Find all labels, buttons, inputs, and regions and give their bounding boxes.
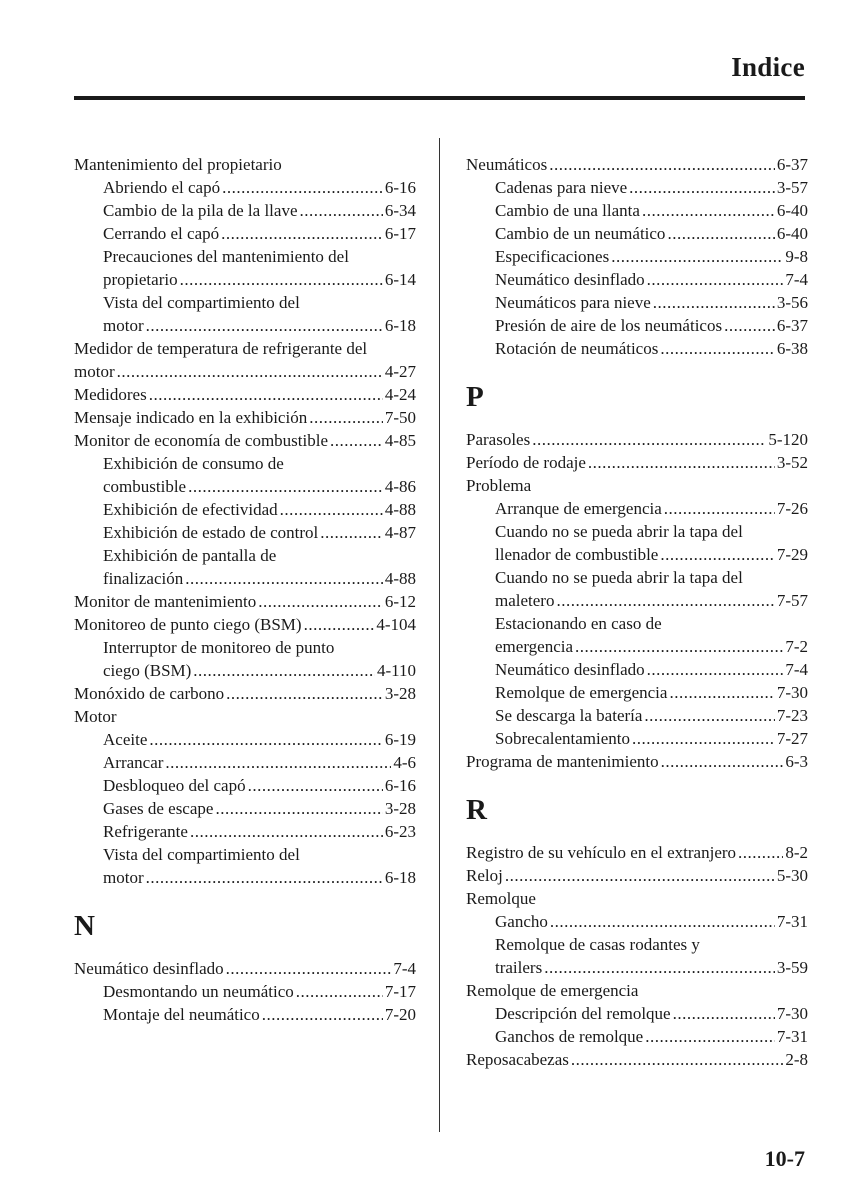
entry-text: Neumáticos para nieve (495, 293, 651, 312)
column-divider (439, 138, 440, 1132)
index-subentry (74, 866, 416, 889)
leader-dots (575, 635, 783, 658)
leader-dots (653, 291, 775, 314)
index-subentry (466, 566, 808, 589)
index-subentry (74, 728, 416, 751)
entry-text: Neumáticos (466, 155, 548, 174)
index-subentry (466, 520, 808, 543)
index-entry (74, 705, 416, 728)
entry-page-ref: 6-37 (776, 155, 808, 174)
leader-dots (661, 750, 784, 773)
entry-text: Neumático desinflado (74, 959, 224, 978)
entry-page-ref: 6-14 (384, 270, 416, 289)
entry-text: Exhibición de consumo de (103, 454, 284, 473)
entry-text: ciego (BSM) (103, 661, 192, 680)
entry-text: Exhibición de estado de control (103, 523, 319, 542)
entry-page-ref: 4-88 (384, 569, 416, 588)
entry-page-ref: 3-28 (384, 684, 416, 703)
index-subentry (466, 635, 808, 658)
index-entry (74, 429, 416, 452)
entry-page-ref: 7-26 (776, 499, 808, 518)
index-subentry (74, 751, 416, 774)
entry-page-ref: 3-59 (776, 958, 808, 977)
entry-page-ref: 4-24 (384, 385, 416, 404)
index-entry (74, 957, 416, 980)
entry-page-ref: 7-29 (776, 545, 808, 564)
entry-text: motor (103, 868, 144, 887)
index-subentry (74, 475, 416, 498)
leader-dots (647, 658, 784, 681)
leader-dots (629, 176, 775, 199)
entry-page-ref: 4-110 (376, 661, 416, 680)
index-subentry (466, 589, 808, 612)
index-entry (466, 428, 808, 451)
entry-text: Reposacabezas (466, 1050, 569, 1069)
leader-dots (660, 337, 774, 360)
index-entry (74, 153, 416, 176)
leader-dots (667, 222, 774, 245)
entry-text: Remolque (466, 889, 536, 908)
entry-text: Arrancar (103, 753, 164, 772)
entry-text: Registro de su vehículo en el extranjero (466, 843, 737, 862)
entry-page-ref: 7-31 (776, 912, 808, 931)
index-entry (74, 337, 416, 360)
leader-dots (544, 956, 775, 979)
leader-dots (185, 567, 383, 590)
entry-page-ref: 6-38 (776, 339, 808, 358)
entry-page-ref: 6-34 (384, 201, 416, 220)
entry-text: Gases de escape (103, 799, 214, 818)
page-number: 10-7 (764, 1146, 805, 1171)
index-subentry (466, 612, 808, 635)
entry-text: Neumático desinflado (495, 270, 645, 289)
entry-page-ref: 4-87 (384, 523, 416, 542)
entry-text: Estacionando en caso de (495, 614, 662, 633)
leader-dots (588, 451, 775, 474)
leader-dots (571, 1048, 783, 1071)
index-subentry (466, 337, 808, 360)
entry-text: Montaje del neumático (103, 1005, 260, 1024)
section-letter: P (466, 381, 484, 413)
entry-text: Monitoreo de punto ciego (BSM) (74, 615, 302, 634)
entry-page-ref: 7-27 (776, 729, 808, 748)
entry-page-ref: 5-120 (768, 430, 808, 449)
leader-dots (673, 1002, 775, 1025)
entry-text: Monitor de mantenimiento (74, 592, 257, 611)
leader-dots (738, 841, 783, 864)
index-subentry (466, 245, 808, 268)
index-entry (466, 841, 808, 864)
index-subentry (74, 636, 416, 659)
entry-page-ref: 3-28 (384, 799, 416, 818)
entry-page-ref: 6-18 (384, 868, 416, 887)
entry-page-ref: 7-2 (785, 637, 808, 656)
entry-text: Monitor de economía de combustible (74, 431, 328, 450)
entry-text: Mensaje indicado en la exhibición (74, 408, 308, 427)
entry-text: Se descarga la batería (495, 706, 643, 725)
index-entry (466, 474, 808, 497)
leader-dots (505, 864, 775, 887)
index-subentry (74, 843, 416, 866)
entry-page-ref: 6-16 (384, 776, 416, 795)
entry-page-ref: 4-104 (376, 615, 416, 634)
entry-text: finalización (103, 569, 184, 588)
index-entry (74, 613, 416, 636)
index-entry (74, 682, 416, 705)
leader-dots (632, 727, 775, 750)
entry-page-ref: 4-27 (384, 362, 416, 381)
entry-text: Remolque de emergencia (495, 683, 668, 702)
entry-page-ref: 6-17 (384, 224, 416, 243)
index-subentry (74, 199, 416, 222)
index-entry (74, 406, 416, 429)
index-subentry (466, 1002, 808, 1025)
index-subentry (466, 268, 808, 291)
leader-dots (549, 153, 775, 176)
index-subentry (466, 497, 808, 520)
entry-page-ref: 2-8 (785, 1050, 808, 1069)
index-subentry (74, 291, 416, 314)
leader-dots (330, 429, 383, 452)
entry-text: propietario (103, 270, 178, 289)
leader-dots (532, 428, 766, 451)
entry-text: Presión de aire de los neumáticos (495, 316, 723, 335)
entry-text: Monóxido de carbono (74, 684, 225, 703)
entry-page-ref: 9-8 (785, 247, 808, 266)
index-subentry (74, 544, 416, 567)
leader-dots (664, 497, 775, 520)
entry-page-ref: 7-4 (393, 959, 416, 978)
entry-text: Neumático desinflado (495, 660, 645, 679)
leader-dots (146, 314, 383, 337)
entry-page-ref: 4-86 (384, 477, 416, 496)
index-subentry (466, 933, 808, 956)
index-entry (74, 360, 416, 383)
index-subentry (74, 521, 416, 544)
leader-dots (188, 475, 383, 498)
entry-page-ref: 8-2 (785, 843, 808, 862)
entry-text: Motor (74, 707, 117, 726)
index-subentry (74, 774, 416, 797)
entry-page-ref: 6-37 (776, 316, 808, 335)
entry-text: Cuando no se pueda abrir la tapa del (495, 522, 743, 541)
leader-dots (309, 406, 383, 429)
entry-text: Medidores (74, 385, 147, 404)
section-letter: N (74, 910, 95, 942)
index-subentry (74, 222, 416, 245)
leader-dots (724, 314, 775, 337)
leader-dots (190, 820, 383, 843)
index-subentry (74, 980, 416, 1003)
index-subentry (74, 176, 416, 199)
entry-page-ref: 7-57 (776, 591, 808, 610)
entry-text: llenador de combustible (495, 545, 659, 564)
entry-text: Gancho (495, 912, 548, 931)
entry-text: Precauciones del mantenimiento del (103, 247, 349, 266)
index-subentry (466, 704, 808, 727)
entry-text: Remolque de emergencia (466, 981, 639, 1000)
index-subentry (466, 222, 808, 245)
index-entry (466, 1048, 808, 1071)
entry-page-ref: 7-50 (384, 408, 416, 427)
entry-text: Cuando no se pueda abrir la tapa del (495, 568, 743, 587)
entry-text: Reloj (466, 866, 503, 885)
index-subentry (74, 567, 416, 590)
entry-text: Arranque de emergencia (495, 499, 662, 518)
leader-dots (669, 681, 774, 704)
entry-page-ref: 6-23 (384, 822, 416, 841)
entry-text: Ganchos de remolque (495, 1027, 644, 1046)
entry-text: Programa de mantenimiento (466, 752, 659, 771)
entry-page-ref: 6-18 (384, 316, 416, 335)
index-subentry (74, 1003, 416, 1026)
leader-dots (146, 866, 383, 889)
entry-page-ref: 7-20 (384, 1005, 416, 1024)
index-entry (74, 590, 416, 613)
index-subentry (74, 498, 416, 521)
entry-page-ref: 6-16 (384, 178, 416, 197)
leader-dots (149, 728, 382, 751)
entry-page-ref: 7-30 (776, 683, 808, 702)
index-entry (466, 750, 808, 773)
leader-dots (320, 521, 383, 544)
entry-page-ref: 5-30 (776, 866, 808, 885)
entry-text: Interruptor de monitoreo de punto (103, 638, 335, 657)
entry-text: Problema (466, 476, 532, 495)
entry-text: Cambio de un neumático (495, 224, 666, 243)
leader-dots (248, 774, 383, 797)
leader-dots (304, 613, 375, 636)
entry-page-ref: 4-88 (384, 500, 416, 519)
entry-page-ref: 7-4 (785, 660, 808, 679)
entry-page-ref: 7-23 (776, 706, 808, 725)
entry-page-ref: 3-57 (776, 178, 808, 197)
entry-page-ref: 6-12 (384, 592, 416, 611)
leader-dots (280, 498, 383, 521)
leader-dots (660, 543, 774, 566)
leader-dots (550, 910, 775, 933)
entry-text: Aceite (103, 730, 148, 749)
entry-page-ref: 4-85 (384, 431, 416, 450)
entry-text: Desbloqueo del capó (103, 776, 246, 795)
entry-text: Descripción del remolque (495, 1004, 671, 1023)
entry-text: Exhibición de pantalla de (103, 546, 277, 565)
leader-dots (296, 980, 383, 1003)
index-entry (466, 153, 808, 176)
entry-text: Mantenimiento del propietario (74, 155, 282, 174)
entry-text: Abriendo el capó (103, 178, 221, 197)
entry-text: emergencia (495, 637, 574, 656)
entry-text: Rotación de neumáticos (495, 339, 659, 358)
index-subentry (466, 314, 808, 337)
leader-dots (647, 268, 784, 291)
leader-dots (300, 199, 383, 222)
leader-dots (645, 1025, 775, 1048)
entry-text: Período de rodaje (466, 453, 586, 472)
index-entry (466, 451, 808, 474)
index-subentry (74, 314, 416, 337)
entry-text: Sobrecalentamiento (495, 729, 631, 748)
index-subentry (74, 245, 416, 268)
entry-text: Cambio de la pila de la llave (103, 201, 298, 220)
index-entry (466, 864, 808, 887)
header-rule (74, 96, 805, 100)
entry-text: Exhibición de efectividad (103, 500, 278, 519)
leader-dots (226, 957, 392, 980)
entry-text: motor (103, 316, 144, 335)
entry-page-ref: 7-4 (785, 270, 808, 289)
entry-text: Cambio de una llanta (495, 201, 640, 220)
index-subentry (466, 199, 808, 222)
index-subentry (74, 820, 416, 843)
leader-dots (221, 222, 383, 245)
entry-page-ref: 7-30 (776, 1004, 808, 1023)
entry-text: motor (74, 362, 115, 381)
index-column-right (466, 153, 808, 1071)
leader-dots (556, 589, 774, 612)
index-entry (74, 383, 416, 406)
index-subentry (74, 268, 416, 291)
entry-text: Cerrando el capó (103, 224, 220, 243)
leader-dots (611, 245, 783, 268)
entry-text: Vista del compartimiento del (103, 845, 300, 864)
entry-text: Vista del compartimiento del (103, 293, 300, 312)
entry-page-ref: 6-19 (384, 730, 416, 749)
index-entry (466, 887, 808, 910)
index-subentry (466, 1025, 808, 1048)
leader-dots (262, 1003, 383, 1026)
leader-dots (222, 176, 383, 199)
leader-dots (226, 682, 383, 705)
index-subentry (74, 452, 416, 475)
entry-page-ref: 7-17 (384, 982, 416, 1001)
index-subentry (466, 956, 808, 979)
leader-dots (642, 199, 775, 222)
index-subentry (74, 659, 416, 682)
leader-dots (215, 797, 382, 820)
entry-text: Desmontando un neumático (103, 982, 294, 1001)
entry-page-ref: 6-3 (785, 752, 808, 771)
entry-page-ref: 6-40 (776, 224, 808, 243)
entry-page-ref: 7-31 (776, 1027, 808, 1046)
leader-dots (258, 590, 383, 613)
entry-page-ref: 6-40 (776, 201, 808, 220)
entry-text: Especificaciones (495, 247, 610, 266)
entry-text: Remolque de casas rodantes y (495, 935, 700, 954)
index-subentry (466, 681, 808, 704)
index-column-left (74, 153, 416, 1026)
leader-dots (165, 751, 391, 774)
leader-dots (117, 360, 383, 383)
leader-dots (180, 268, 383, 291)
entry-page-ref: 3-52 (776, 453, 808, 472)
index-subentry (466, 658, 808, 681)
leader-dots (193, 659, 375, 682)
entry-page-ref: 3-56 (776, 293, 808, 312)
entry-text: Parasoles (466, 430, 531, 449)
index-subentry (466, 727, 808, 750)
entry-text: combustible (103, 477, 187, 496)
section-letter: R (466, 794, 487, 826)
index-subentry (466, 543, 808, 566)
page-title: Indice (731, 52, 805, 82)
entry-text: Refrigerante (103, 822, 188, 841)
leader-dots (149, 383, 383, 406)
entry-text: trailers (495, 958, 543, 977)
leader-dots (644, 704, 774, 727)
entry-text: Medidor de temperatura de refrigerante del (74, 339, 368, 358)
index-subentry (466, 910, 808, 933)
entry-text: maletero (495, 591, 555, 610)
index-subentry (466, 176, 808, 199)
entry-page-ref: 4-6 (393, 753, 416, 772)
index-subentry (466, 291, 808, 314)
entry-text: Cadenas para nieve (495, 178, 628, 197)
index-subentry (74, 797, 416, 820)
index-entry (466, 979, 808, 1002)
